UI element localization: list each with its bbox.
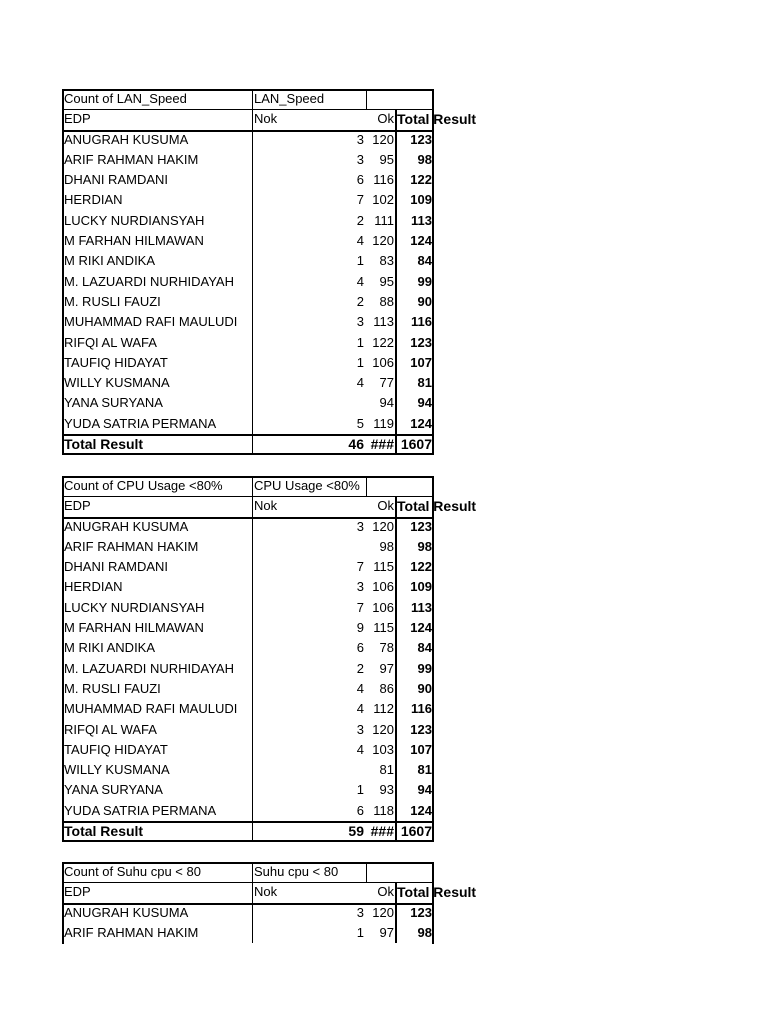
row-field-header[interactable]: EDP: [64, 498, 91, 514]
nok-value[interactable]: 7: [356, 192, 364, 208]
header-divider: [62, 109, 434, 110]
row-label[interactable]: ARIF RAHMAN HAKIM: [64, 924, 199, 940]
table-row: [62, 292, 434, 312]
total-value[interactable]: 113: [411, 599, 432, 615]
row-label[interactable]: M RIKI ANDIKA: [64, 253, 156, 269]
ok-value[interactable]: 103: [372, 741, 394, 757]
nok-value[interactable]: 4: [356, 375, 364, 391]
table-row: [62, 699, 434, 719]
ok-value[interactable]: 112: [373, 701, 394, 717]
ok-value[interactable]: 94: [379, 395, 394, 411]
column-divider: [252, 89, 253, 454]
grand-total-ok[interactable]: ###: [370, 436, 394, 453]
row-label[interactable]: ARIF RAHMAN HAKIM: [64, 538, 199, 554]
row-label[interactable]: RIFQI AL WAFA: [64, 334, 157, 350]
row-label[interactable]: M. LAZUARDI NURHIDAYAH: [64, 660, 234, 676]
row-label[interactable]: DHANI RAMDANI: [64, 559, 169, 575]
total-value[interactable]: 123: [410, 131, 432, 147]
grand-total-nok[interactable]: 59: [348, 823, 364, 840]
nok-value[interactable]: 6: [356, 802, 364, 818]
nok-value[interactable]: 5: [356, 415, 364, 431]
row-label[interactable]: M. LAZUARDI NURHIDAYAH: [64, 273, 234, 289]
row-label[interactable]: M FARHAN HILMAWAN: [64, 233, 204, 249]
total-value[interactable]: 99: [417, 273, 432, 289]
ok-value[interactable]: 77: [379, 375, 394, 391]
table-row: [62, 150, 434, 170]
row-label[interactable]: ANUGRAH KUSUMA: [64, 904, 189, 920]
header-divider: [62, 130, 434, 132]
nok-value[interactable]: 1: [356, 924, 364, 940]
table-row: [62, 517, 434, 537]
total-value[interactable]: 81: [417, 762, 432, 778]
ok-value[interactable]: 120: [372, 904, 394, 920]
table-row: [62, 373, 434, 393]
nok-value[interactable]: 1: [356, 253, 364, 269]
pivot-title[interactable]: Count of CPU Usage <80%: [64, 478, 223, 493]
table-row: [62, 740, 434, 760]
table-row: [62, 414, 434, 434]
ok-value[interactable]: 95: [379, 273, 394, 289]
pivot-title-row: [62, 89, 434, 109]
nok-value[interactable]: 6: [356, 640, 364, 656]
nok-value[interactable]: 3: [356, 904, 364, 920]
pivot-title-row: [62, 862, 434, 882]
nok-value[interactable]: 4: [356, 701, 364, 717]
total-value[interactable]: 90: [417, 680, 432, 696]
total-column-divider: [395, 496, 397, 841]
table-row: [62, 720, 434, 740]
row-field-header[interactable]: EDP: [64, 884, 91, 900]
total-value[interactable]: 124: [410, 620, 432, 636]
nok-value[interactable]: 3: [356, 518, 364, 534]
nok-value[interactable]: 3: [356, 151, 364, 167]
total-value[interactable]: 107: [410, 354, 432, 370]
total-value[interactable]: 109: [410, 192, 432, 208]
column-header-total[interactable]: Total Result: [397, 498, 477, 515]
column-header-ok[interactable]: Ok: [377, 111, 394, 127]
row-label[interactable]: M. RUSLI FAUZI: [64, 293, 161, 309]
row-label[interactable]: WILLY KUSMANA: [64, 762, 170, 778]
ok-value[interactable]: 120: [372, 131, 394, 147]
ok-value[interactable]: 106: [372, 599, 394, 615]
nok-value[interactable]: 1: [356, 782, 364, 798]
table-row: [62, 801, 434, 821]
pivot-column-field[interactable]: Suhu cpu < 80: [254, 864, 339, 879]
ok-value[interactable]: 111: [374, 212, 394, 228]
ok-value[interactable]: 119: [373, 415, 394, 431]
nok-value[interactable]: 2: [356, 293, 364, 309]
table-row: [62, 353, 434, 373]
ok-value[interactable]: 93: [379, 782, 394, 798]
table-row: [62, 190, 434, 210]
table-row: [62, 231, 434, 251]
ok-value[interactable]: 78: [379, 640, 394, 656]
table-row: [62, 638, 434, 658]
total-value[interactable]: 81: [417, 375, 432, 391]
pivot-table-lan-speed: [62, 89, 477, 454]
row-label[interactable]: TAUFIQ HIDAYAT: [64, 741, 168, 757]
nok-value[interactable]: 4: [356, 233, 364, 249]
ok-value[interactable]: 86: [379, 680, 394, 696]
row-label[interactable]: YUDA SATRIA PERMANA: [64, 415, 217, 431]
row-label[interactable]: MUHAMMAD RAFI MAULUDI: [64, 701, 238, 717]
total-value[interactable]: 123: [410, 518, 432, 534]
table-row: [62, 760, 434, 780]
ok-value[interactable]: 106: [372, 354, 394, 370]
row-label[interactable]: ANUGRAH KUSUMA: [64, 131, 189, 147]
total-value[interactable]: 98: [417, 151, 432, 167]
total-value[interactable]: 107: [410, 741, 432, 757]
nok-value[interactable]: 3: [356, 721, 364, 737]
nok-value[interactable]: 2: [356, 212, 364, 228]
ok-value[interactable]: 120: [372, 518, 394, 534]
ok-value[interactable]: 115: [373, 559, 394, 575]
ok-value[interactable]: 88: [379, 293, 394, 309]
ok-value[interactable]: 113: [373, 314, 394, 330]
grand-total-row: [62, 821, 434, 841]
ok-value[interactable]: 102: [372, 192, 394, 208]
pivot-table-suhu-cpu: [62, 862, 477, 944]
nok-value[interactable]: [252, 760, 364, 780]
column-header-total[interactable]: Total Result: [397, 111, 477, 128]
nok-value[interactable]: 7: [356, 599, 364, 615]
pivot-table-cpu-usage: [62, 476, 477, 841]
row-label[interactable]: YANA SURYANA: [64, 782, 163, 798]
table-row: [62, 211, 434, 231]
table-row: [62, 251, 434, 271]
row-label[interactable]: WILLY KUSMANA: [64, 375, 170, 391]
column-divider: [366, 862, 367, 882]
column-divider: [366, 89, 367, 109]
total-value[interactable]: 122: [410, 172, 432, 188]
total-value[interactable]: 98: [417, 538, 432, 554]
row-label[interactable]: M. RUSLI FAUZI: [64, 680, 161, 696]
table-row: [62, 577, 434, 597]
total-value[interactable]: 123: [410, 334, 432, 350]
row-label[interactable]: ARIF RAHMAN HAKIM: [64, 151, 199, 167]
row-label[interactable]: RIFQI AL WAFA: [64, 721, 157, 737]
nok-value[interactable]: 1: [356, 354, 364, 370]
row-label[interactable]: ANUGRAH KUSUMA: [64, 518, 189, 534]
table-row: [62, 780, 434, 800]
grand-total-nok[interactable]: 46: [348, 436, 364, 453]
pivot-header-row: [62, 496, 477, 516]
total-value[interactable]: 84: [417, 640, 432, 656]
total-value[interactable]: 109: [410, 579, 432, 595]
total-value[interactable]: 116: [411, 701, 432, 717]
pivot-header-row: [62, 882, 477, 902]
grand-total-label[interactable]: Total Result: [64, 436, 144, 453]
header-divider: [62, 903, 434, 905]
grand-total-row: [62, 434, 434, 454]
row-label[interactable]: YUDA SATRIA PERMANA: [64, 802, 217, 818]
total-value[interactable]: 124: [410, 802, 432, 818]
ok-value[interactable]: 116: [373, 172, 394, 188]
nok-value[interactable]: 4: [356, 741, 364, 757]
table-row: [62, 393, 434, 413]
nok-value[interactable]: 9: [356, 620, 364, 636]
nok-value[interactable]: 6: [356, 172, 364, 188]
grand-total-ok[interactable]: ###: [370, 823, 394, 840]
total-value[interactable]: 99: [417, 660, 432, 676]
pivot-body: [62, 517, 434, 821]
total-value[interactable]: 94: [417, 782, 432, 798]
row-label[interactable]: HERDIAN: [64, 579, 123, 595]
total-value[interactable]: 124: [410, 233, 432, 249]
total-value[interactable]: 84: [417, 253, 432, 269]
total-value[interactable]: 123: [410, 904, 432, 920]
pivot-title[interactable]: Count of Suhu cpu < 80: [64, 864, 201, 879]
total-value[interactable]: 123: [410, 721, 432, 737]
ok-value[interactable]: 120: [372, 233, 394, 249]
pivot-title-row: [62, 476, 434, 496]
nok-value[interactable]: [252, 537, 364, 557]
pivot-column-field[interactable]: LAN_Speed: [254, 91, 325, 106]
total-value[interactable]: 90: [417, 293, 432, 309]
total-value[interactable]: 116: [411, 314, 432, 330]
ok-value[interactable]: 106: [372, 579, 394, 595]
row-label[interactable]: YANA SURYANA: [64, 395, 163, 411]
ok-value[interactable]: 97: [379, 924, 394, 940]
row-label[interactable]: M RIKI ANDIKA: [64, 640, 156, 656]
grand-total-total[interactable]: 1607: [400, 436, 432, 453]
nok-value[interactable]: 4: [356, 680, 364, 696]
pivot-title[interactable]: Count of LAN_Speed: [64, 91, 187, 106]
table-row: [62, 598, 434, 618]
table-row: [62, 923, 434, 943]
column-header-total[interactable]: Total Result: [397, 884, 477, 901]
row-label[interactable]: M FARHAN HILMAWAN: [64, 620, 204, 636]
ok-value[interactable]: 97: [379, 660, 394, 676]
nok-value[interactable]: 3: [356, 131, 364, 147]
total-value[interactable]: 122: [410, 559, 432, 575]
row-label[interactable]: LUCKY NURDIANSYAH: [64, 599, 205, 615]
pivot-header-row: [62, 109, 477, 129]
total-value[interactable]: 98: [417, 924, 432, 940]
ok-value[interactable]: 95: [379, 151, 394, 167]
table-row: [62, 903, 434, 923]
grand-total-label[interactable]: Total Result: [64, 823, 144, 840]
row-label[interactable]: MUHAMMAD RAFI MAULUDI: [64, 314, 238, 330]
header-divider: [62, 517, 434, 519]
total-divider: [62, 821, 434, 823]
table-row: [62, 557, 434, 577]
column-divider: [252, 476, 253, 841]
ok-value[interactable]: 122: [372, 334, 394, 350]
grand-total-total[interactable]: 1607: [400, 823, 432, 840]
ok-value[interactable]: 118: [373, 802, 394, 818]
nok-value[interactable]: 1: [356, 334, 364, 350]
column-header-nok[interactable]: Nok: [254, 111, 278, 127]
row-label[interactable]: HERDIAN: [64, 192, 123, 208]
column-divider: [366, 476, 367, 496]
nok-value[interactable]: 4: [356, 273, 364, 289]
ok-value[interactable]: 98: [379, 538, 394, 554]
nok-value[interactable]: [252, 393, 364, 413]
column-header-nok[interactable]: Nok: [254, 884, 278, 900]
total-value[interactable]: 124: [410, 415, 432, 431]
table-row: [62, 272, 434, 292]
table-row: [62, 618, 434, 638]
row-field-header[interactable]: EDP: [64, 111, 91, 127]
table-row: [62, 333, 434, 353]
column-header-nok[interactable]: Nok: [254, 498, 278, 514]
ok-value[interactable]: 115: [373, 620, 394, 636]
table-row: [62, 537, 434, 557]
row-label[interactable]: DHANI RAMDANI: [64, 172, 169, 188]
nok-value[interactable]: 7: [356, 559, 364, 575]
total-value[interactable]: 94: [417, 395, 432, 411]
ok-value[interactable]: 120: [372, 721, 394, 737]
total-column-divider: [395, 109, 397, 454]
nok-value[interactable]: 3: [356, 314, 364, 330]
total-divider: [62, 434, 434, 436]
table-row: [62, 679, 434, 699]
header-divider: [62, 496, 434, 497]
ok-value[interactable]: 83: [379, 253, 394, 269]
pivot-body: [62, 130, 434, 434]
column-header-ok[interactable]: Ok: [377, 498, 394, 514]
table-row: [62, 659, 434, 679]
table-row: [62, 130, 434, 150]
nok-value[interactable]: 2: [356, 660, 364, 676]
row-label[interactable]: LUCKY NURDIANSYAH: [64, 212, 205, 228]
ok-value[interactable]: 81: [379, 762, 394, 778]
pivot-body: [62, 903, 434, 944]
nok-value[interactable]: 3: [356, 579, 364, 595]
total-column-divider: [395, 882, 397, 943]
pivot-column-field[interactable]: CPU Usage <80%: [254, 478, 360, 493]
table-row: [62, 312, 434, 332]
total-value[interactable]: 113: [411, 212, 432, 228]
row-label[interactable]: TAUFIQ HIDAYAT: [64, 354, 168, 370]
header-divider: [62, 882, 434, 883]
column-header-ok[interactable]: Ok: [377, 884, 394, 900]
table-row: [62, 170, 434, 190]
